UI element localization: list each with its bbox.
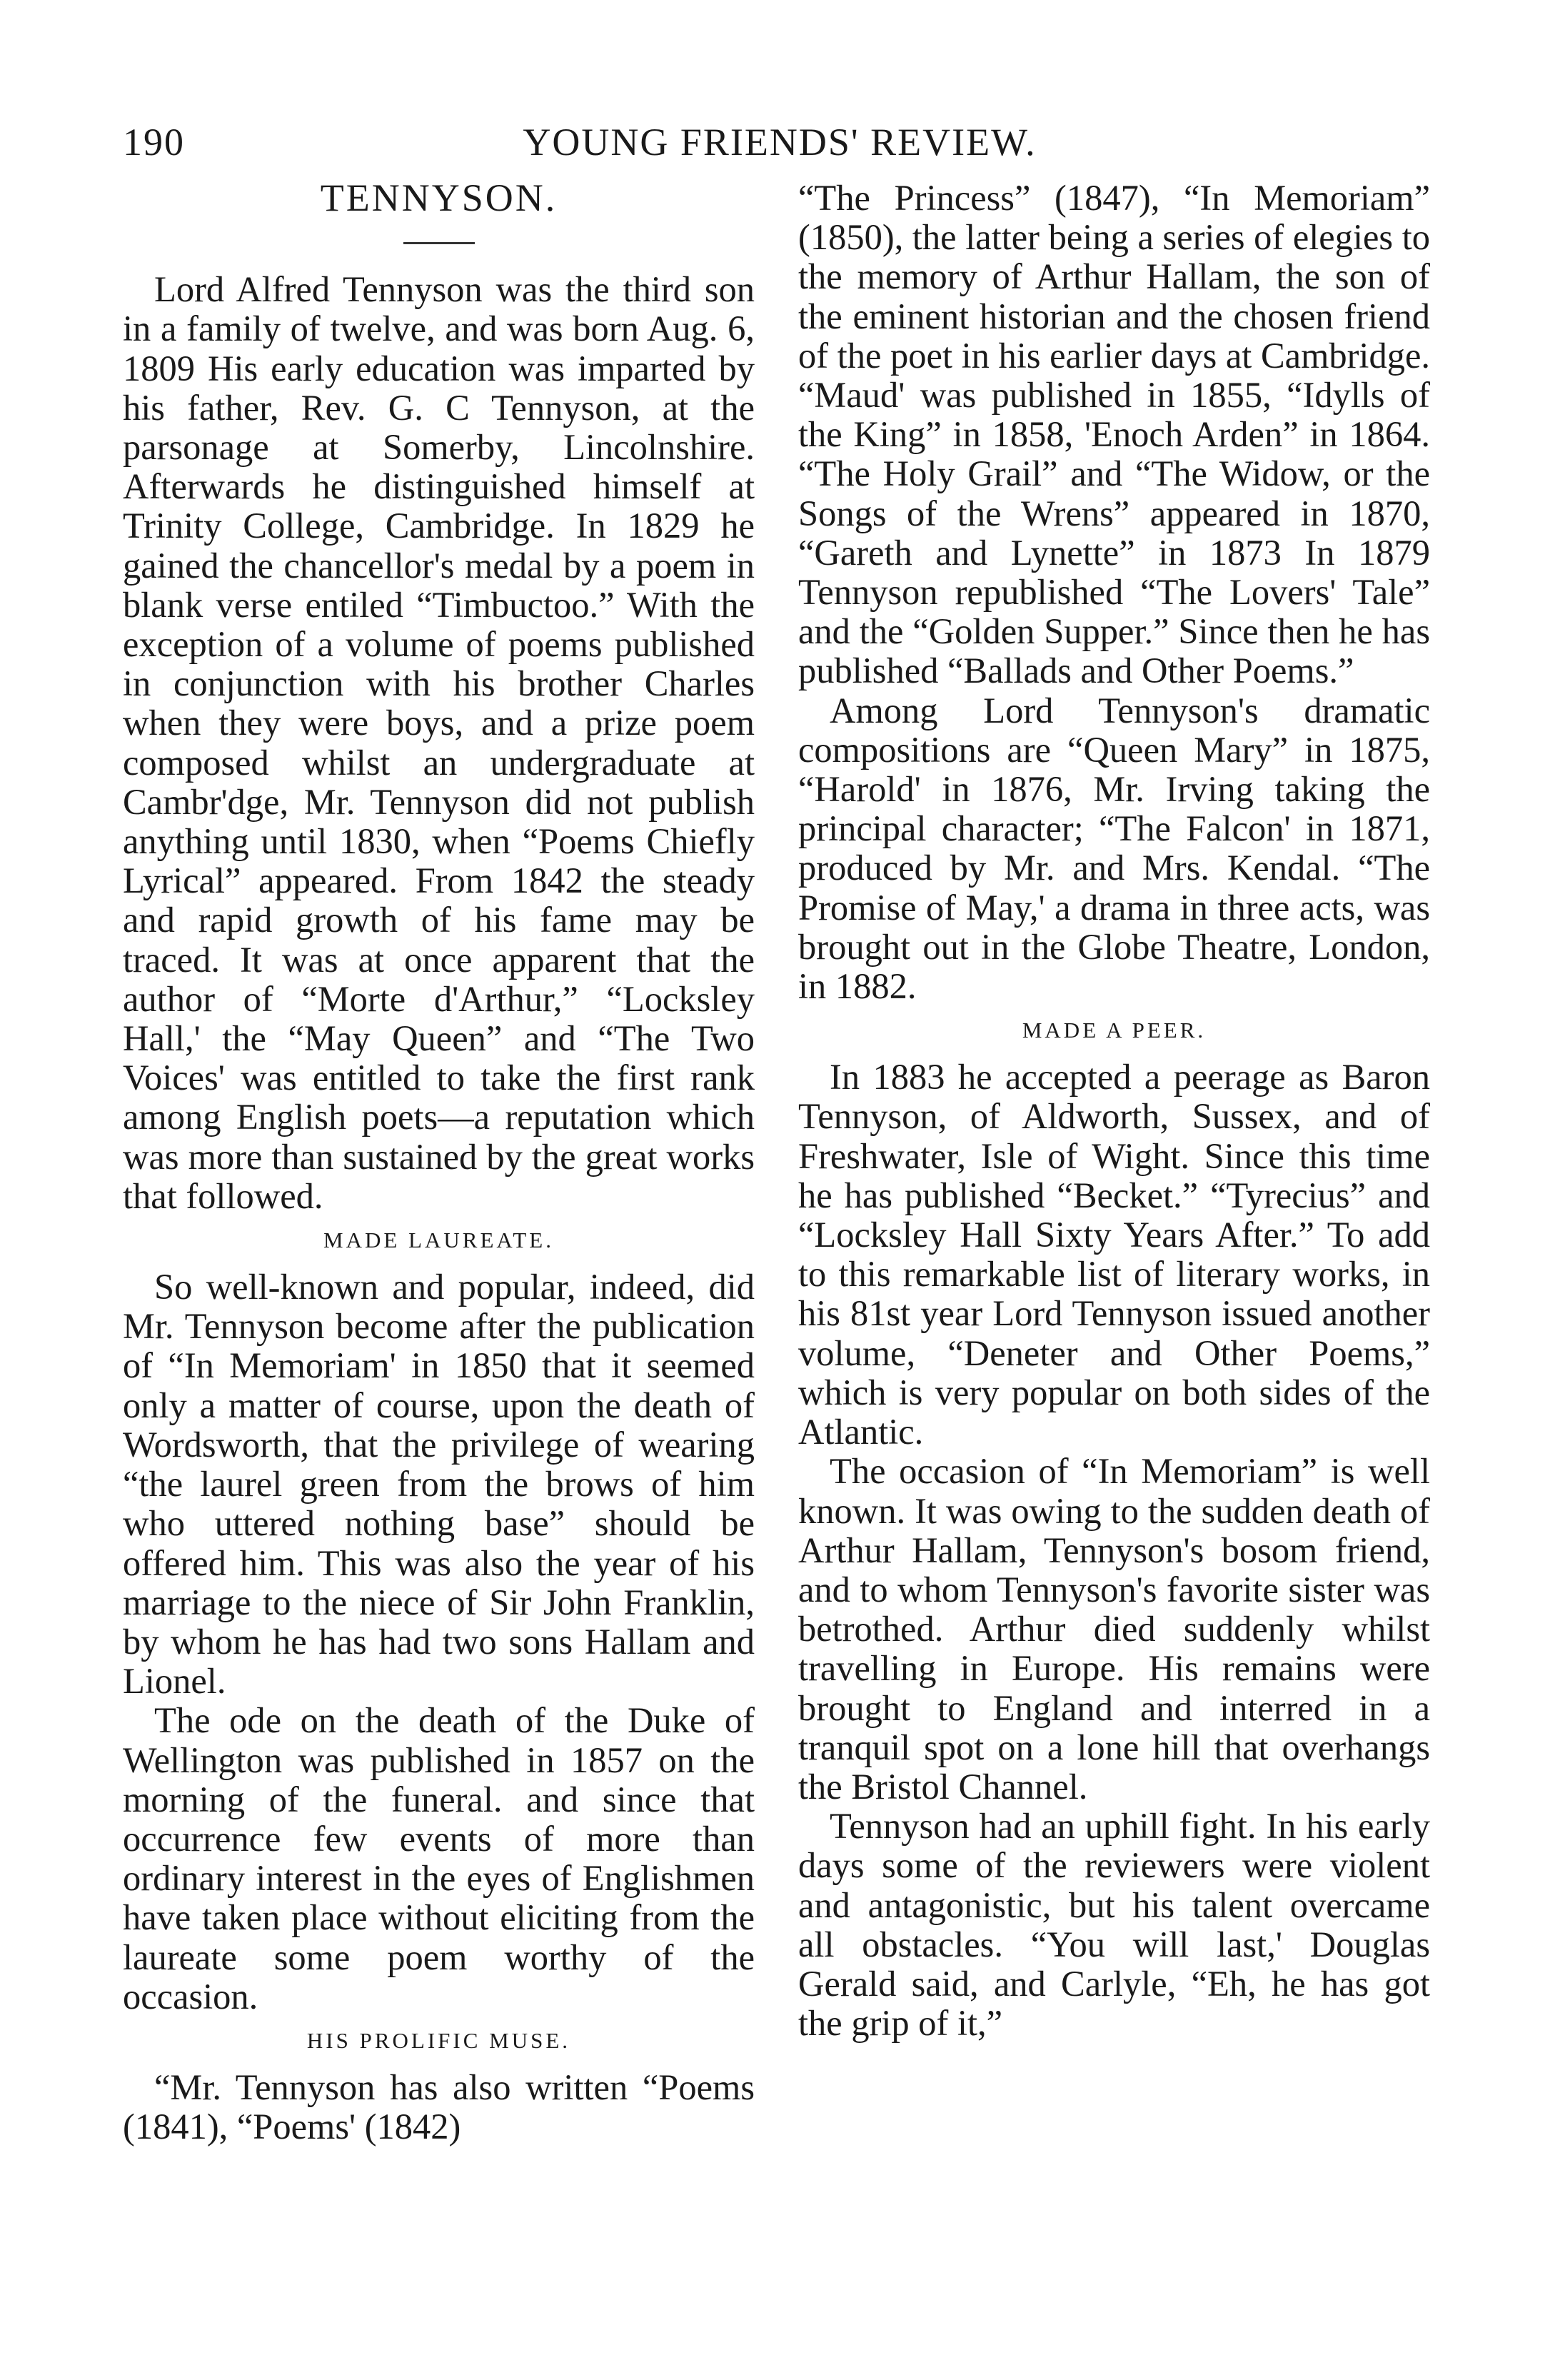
paragraph: Tennyson had an uphill fight. In his early days some of the reviewers were violent and antagonistic, but his talent overcame all obstacles. “You will last,' Douglas Gerald said, and Carlyle, “Eh, he has got the grip of it,” xyxy=(798,1806,1430,2044)
section-heading: HIS PROLIFIC MUSE. xyxy=(306,2027,571,2053)
section-heading: MADE LAUREATE. xyxy=(323,1227,554,1253)
paragraph: Lord Alfred Tennyson was the third son in a family of twelve, and was born Aug. 6, 1809 His early education was imparted by his father, Rev. G. C Tennyson, at the parsonage at Somerby, Lincolnshire. Afterwards he distinguished himself at Trinity College, Cambridge. In 1829 he gained the chancellor's medal by a poem in blank verse entiled “Timbuctoo.” With the exception of a volume of poems published in conjunction with his brother Charles when they were boys, and a prize poem composed whilst an undergraduate at Cambr'dge, Mr. Tennyson did not publish anything until 1830, when “Poems Chiefly Lyrical” appeared. From 1842 the steady and rapid growth of his fame may be traced. It was at once apparent that the author of “Morte d'Arthur,” “Locksley Hall,' the “May Queen” and “The Two Voices' was entitled to take the first rank among English poets—a reputation which was more than sustained by the great works that followed. xyxy=(123,269,755,1216)
paragraph: “Mr. Tennyson has also written “Poems (1841), “Poems' (1842) xyxy=(123,2067,755,2147)
running-head: YOUNG FRIENDS' REVIEW. xyxy=(523,121,1037,164)
paragraph: So well-known and popular, indeed, did Mr. Tennyson become after the publication of “In Memoriam' in 1850 that it seemed only a matter of course, upon the death of Wordsworth, that the privilege of wearing “the laurel green from the brows of him who uttered nothing base” should be offered him. This was also the year of his marriage to the niece of Sir John Franklin, by whom he has had two sons Hallam and Lionel. xyxy=(123,1267,755,1702)
title-rule xyxy=(403,242,475,244)
paragraph: Among Lord Tennyson's dramatic compositions are “Queen Mary” in 1875, “Harold' in 1876, Mr. Irving taking the principal character; “The Falcon' in 1871, produced by Mr. and Mrs. Kendal. “The Promise of May,' a drama in three acts, was brought out in the Globe Theatre, London, in 1882. xyxy=(798,690,1430,1007)
paragraph: The ode on the death of the Duke of Wellington was published in 1857 on the morning of the funeral. and since that occurrence few events of more than ordinary interest in the eyes of Englishmen have taken place without eliciting from the laureate some poem worthy of the occasion. xyxy=(123,1700,755,2017)
page-number: 190 xyxy=(123,121,185,164)
article-title: TENNYSON. xyxy=(320,176,558,219)
paragraph: “The Princess” (1847), “In Memoriam” (1850), the latter being a series of elegies to the memory of Arthur Hallam, the son of the eminent historian and the chosen friend of the poet in his earlier days at Cambridge. “Maud' was published in 1855, “Idylls of the King” in 1858, 'Enoch Arden” in 1864. “The Holy Grail” and “The Widow, or the Songs of the Wrens” appeared in 1870, “Gareth and Lynette” in 1873 In 1879 Tennyson republished “The Lovers' Tale” and the “Golden Supper.” Since then he has published “Ballads and Other Poems.” xyxy=(798,178,1430,691)
paragraph: The occasion of “In Memoriam” is well known. It was owing to the sudden death of Arthur Hallam, Tennyson's bosom friend, and to whom Tennyson's favorite sister was betrothed. Arthur died suddenly whilst travelling in Europe. His remains were brought to England and interred in a tranquil spot on a lone hill that overhangs the Bristol Channel. xyxy=(798,1451,1430,1807)
paragraph: In 1883 he accepted a peerage as Baron Tennyson, of Aldworth, Sussex, and of Freshwater, Isle of Wight. Since this time he has published “Becket.” “Tyrecius” and “Locksley Hall Sixty Years After.” To add to this remarkable list of literary works, in his 81st year Lord Tennyson issued another volume, “Deneter and Other Poems,” which is very popular on both sides of the Atlantic. xyxy=(798,1057,1430,1452)
right-column xyxy=(798,179,1430,2043)
page-header xyxy=(123,120,1436,171)
section-heading: MADE A PEER. xyxy=(1022,1018,1207,1043)
left-column xyxy=(123,176,755,2147)
